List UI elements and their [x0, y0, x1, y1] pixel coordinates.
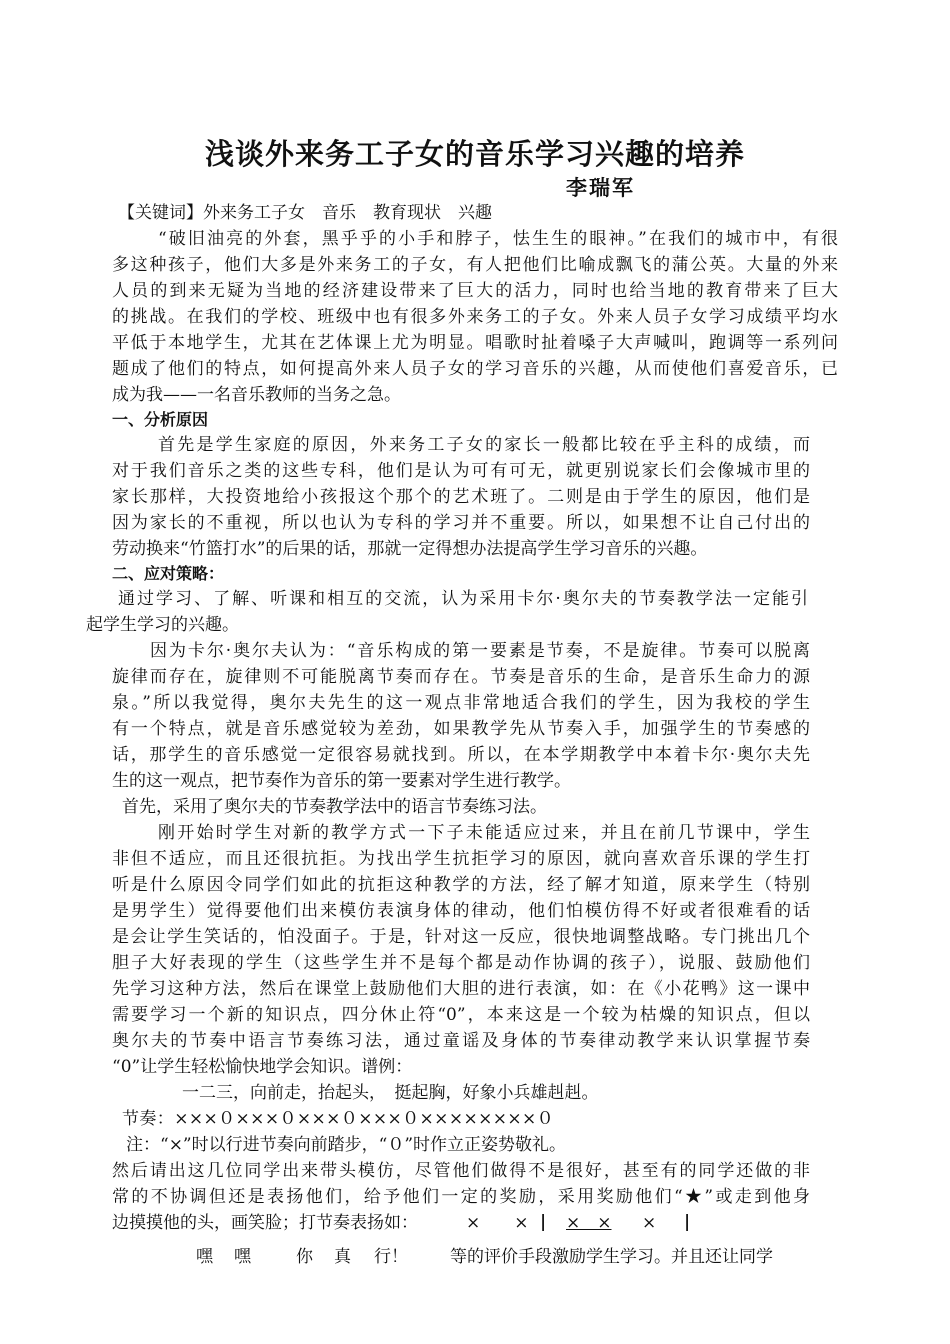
section-2-p6-tail: 等的评价手段激励学生学习。并且还让同学 — [450, 1247, 773, 1267]
section-2-p5-line-1: 然后请出这几位同学出来带头模仿，尽管他们做得不是很好，甚至有的同学还做的非 — [112, 1161, 810, 1181]
section-2-p4-line-3: 听是什么原因令同学们如此的抗拒这种教学的方法，经了解才知道，原来学生（特别 — [112, 875, 810, 895]
section-2-heading: 二、应对策略： — [112, 564, 225, 583]
chant-word-3: 你 — [296, 1247, 313, 1267]
section-2-p2-line-4: 有一个特点，就是音乐感觉较为差劲，如果教学先从节奏入手，加强学生的节奏感的 — [112, 719, 810, 739]
section-2-p1-line-1: 通过学习、了解、听课和相互的交流，认为采用卡尔·奥尔夫的节奏教学法一定能引 — [118, 589, 808, 609]
section-2-p4-line-10: “0”让学生轻松愉快地学会知识。谱例： — [112, 1057, 413, 1077]
example-lyric: 一二三，向前走，抬起头， 挺起胸，好象小兵雄赳赳。 — [182, 1083, 599, 1103]
section-1-line-2: 对于我们音乐之类的这些专科，他们是认为可有可无，就更别说家长们会像城市里的 — [112, 461, 810, 481]
rhythm-notation-a: × × — [466, 1213, 529, 1233]
section-1-line-1: 首先是学生家庭的原因，外来务工子女的家长一般都比较在乎主科的成绩，而 — [158, 435, 810, 455]
intro-line-2: 多这种孩子，他们大多是外来务工的子女，有人把他们比喻成飘飞的蒲公英。大量的外来 — [112, 255, 838, 275]
chant-word-2: 嘿 — [234, 1247, 251, 1267]
rhythm-barline-1: | — [540, 1212, 547, 1232]
intro-line-1: “破旧油亮的外套，黑乎乎的小手和脖子，怯生生的眼神。”在我们的城市中，有很 — [158, 229, 838, 249]
section-1-line-3: 家长那样，大投资地给小孩报这个那个的艺术班了。二则是由于学生的原因，他们是 — [112, 487, 810, 507]
section-1-heading: 一、分析原因 — [112, 410, 209, 429]
section-2-p2-line-6: 生的这一观点，把节奏作为音乐的第一要素对学生进行教学。 — [112, 771, 571, 791]
intro-line-3: 人员的到来无疑为当地的经济建设带来了巨大的活力，同时也给当地的教育带来了巨大 — [112, 281, 838, 301]
section-2-p5-line-2: 常的不协调但还是表扬他们，给予他们一定的奖励，采用奖励他们“★”或走到他身 — [112, 1187, 810, 1207]
chant-word-5: 行！ — [374, 1247, 408, 1267]
section-2-p2-line-2: 旋律而存在，旋律则不可能脱离节奏而存在。节奏是音乐的生命，是音乐生命力的源 — [112, 667, 810, 687]
section-2-p4-line-6: 胆子大好表现的学生（这些学生并不是每个都是动作协调的孩子），说服、鼓励他们 — [112, 953, 810, 973]
author-name: 李瑞军 — [566, 176, 635, 200]
section-2-p4-line-4: 是男学生）觉得要他们出来模仿表演身体的律动，他们怕模仿得不好或者很难看的话 — [112, 901, 810, 921]
section-1-line-4: 因为家长的不重视，所以也认为专科的学习并不重要。所以，如果想不让自己付出的 — [112, 513, 810, 533]
section-2-p2-line-3: 泉。”所以我觉得，奥尔夫先生的这一观点非常地适合我们的学生，因为我校的学生 — [112, 693, 810, 713]
rhythm-barline-2: | — [684, 1212, 691, 1232]
section-1-line-5: 劳动换来“竹篮打水”的后果的话，那就一定得想办法提高学生学习音乐的兴趣。 — [112, 539, 708, 559]
page-title: 浅谈外来务工子女的音乐学习兴趣的培养 — [204, 137, 745, 171]
example-note: 注：“×”时以行进节奏向前踏步，“０”时作立正姿势敬礼。 — [126, 1135, 567, 1155]
chant-word-4: 真 — [334, 1247, 351, 1267]
section-2-p1-line-2: 起学生学习的兴趣。 — [86, 615, 239, 635]
section-2-p2-line-5: 话，那学生的音乐感觉一定很容易就找到。所以，在本学期教学中本着卡尔·奥尔夫先 — [112, 745, 810, 765]
section-2-p4-line-2: 非但不适应，而且还很抗拒。为找出学生抗拒学习的原因，就向喜欢音乐课的学生打 — [112, 849, 810, 869]
intro-line-6: 题成了他们的特点，如何提高外来人员子女的学习音乐的兴趣，从而使他们喜爱音乐，已 — [112, 359, 838, 379]
section-2-p3: 首先，采用了奥尔夫的节奏教学法中的语言节奏练习法。 — [122, 797, 547, 817]
section-2-p4-line-1: 刚开始时学生对新的教学方式一下子未能适应过来，并且在前几节课中，学生 — [158, 823, 810, 843]
keywords-line: 【关键词】外来务工子女 音乐 教育现状 兴趣 — [118, 203, 492, 223]
rhythm-notation-b: × × — [566, 1213, 612, 1233]
intro-line-4: 的挑战。在我们的学校、班级中也有很多外来务工的子女。外来人员子女学习成绩平均水 — [112, 307, 838, 327]
section-2-p4-line-5: 是会让学生笑话的，怕没面子。于是，针对这一反应，很快地调整战略。专门挑出几个 — [112, 927, 810, 947]
intro-line-5: 平低于本地学生，尤其在艺体课上尤为明显。唱歌时扯着嗓子大声喊叫，跑调等一系列问 — [112, 333, 838, 353]
example-rhythm: 节奏：×××０×××０×××０×××０××××××××０ — [122, 1109, 555, 1129]
section-2-p2-line-1: 因为卡尔·奥尔夫认为：“音乐构成的第一要素是节奏，不是旋律。节奏可以脱离 — [150, 641, 810, 661]
rhythm-notation-c: × — [642, 1213, 657, 1233]
section-2-p4-line-9: 奥尔夫的节奏中语言节奏练习法，通过童谣及身体的节奏律动教学来认识掌握节奏 — [112, 1031, 810, 1051]
section-2-p4-line-8: 需要学习一个新的知识点，四分休止符“0”，本来这是一个较为枯燥的知识点，但以 — [112, 1005, 810, 1025]
section-2-p4-line-7: 先学习这种方法，然后在课堂上鼓励他们大胆的进行表演，如：在《小花鸭》这一课中 — [112, 979, 810, 999]
intro-line-7: 成为我——一名音乐教师的当务之急。 — [112, 385, 401, 405]
chant-word-1: 嘿 — [196, 1247, 213, 1267]
section-2-p5-line-3: 边摸摸他的头，画笑脸；打节奏表扬如： — [112, 1213, 418, 1233]
